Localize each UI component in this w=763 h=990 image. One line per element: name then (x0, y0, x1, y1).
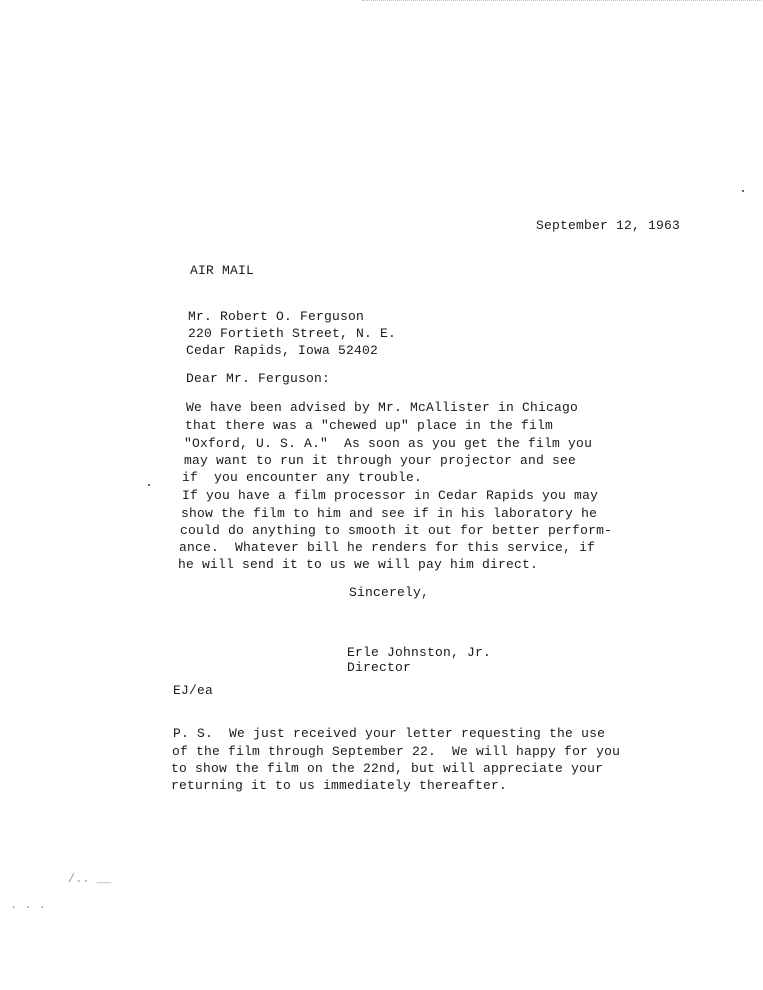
reference-initials: EJ/ea (173, 683, 214, 698)
body-line: he will send it to us we will pay him direct. (178, 557, 539, 572)
body-line: could do anything to smooth it out for better perform- (180, 523, 613, 538)
recipient-street: 220 Fortieth Street, N. E. (188, 326, 397, 341)
body-line: if you encounter any trouble. (182, 470, 423, 485)
scan-smudge: . . . (10, 898, 47, 912)
signer-name: Erle Johnston, Jr. (347, 645, 492, 660)
letter-date: September 12, 1963 (536, 218, 681, 233)
body-line: If you have a film processor in Cedar Rapids you may (182, 488, 599, 503)
body-line: show the film to him and see if in his laboratory he (181, 506, 598, 521)
recipient-name: Mr. Robert O. Ferguson (188, 309, 365, 324)
body-line: ance. Whatever bill he renders for this service, if (179, 540, 596, 555)
postscript-line: returning it to us immediately thereafter. (171, 778, 508, 793)
body-line: may want to run it through your projector and see (184, 453, 577, 468)
delivery-method: AIR MAIL (190, 263, 255, 278)
body-line: We have been advised by Mr. McAllister in Chicago (186, 400, 579, 415)
signer-title: Director (347, 660, 412, 675)
closing: Sincerely, (349, 585, 430, 600)
postscript-line: of the film through September 22. We will happy for you (172, 744, 621, 759)
scan-speck (148, 484, 150, 486)
top-dotted-edge (362, 0, 762, 1)
recipient-city: Cedar Rapids, Iowa 52402 (186, 343, 379, 358)
body-line: "Oxford, U. S. A." As soon as you get the film you (184, 436, 593, 451)
scan-smudge: /.. __ (68, 872, 112, 886)
salutation: Dear Mr. Ferguson: (186, 371, 331, 386)
scan-speck (742, 190, 744, 192)
body-line: that there was a "chewed up" place in the film (185, 418, 554, 433)
postscript-line: to show the film on the 22nd, but will appreciate your (171, 761, 604, 776)
postscript-line: P. S. We just received your letter requesting the use (173, 726, 606, 741)
